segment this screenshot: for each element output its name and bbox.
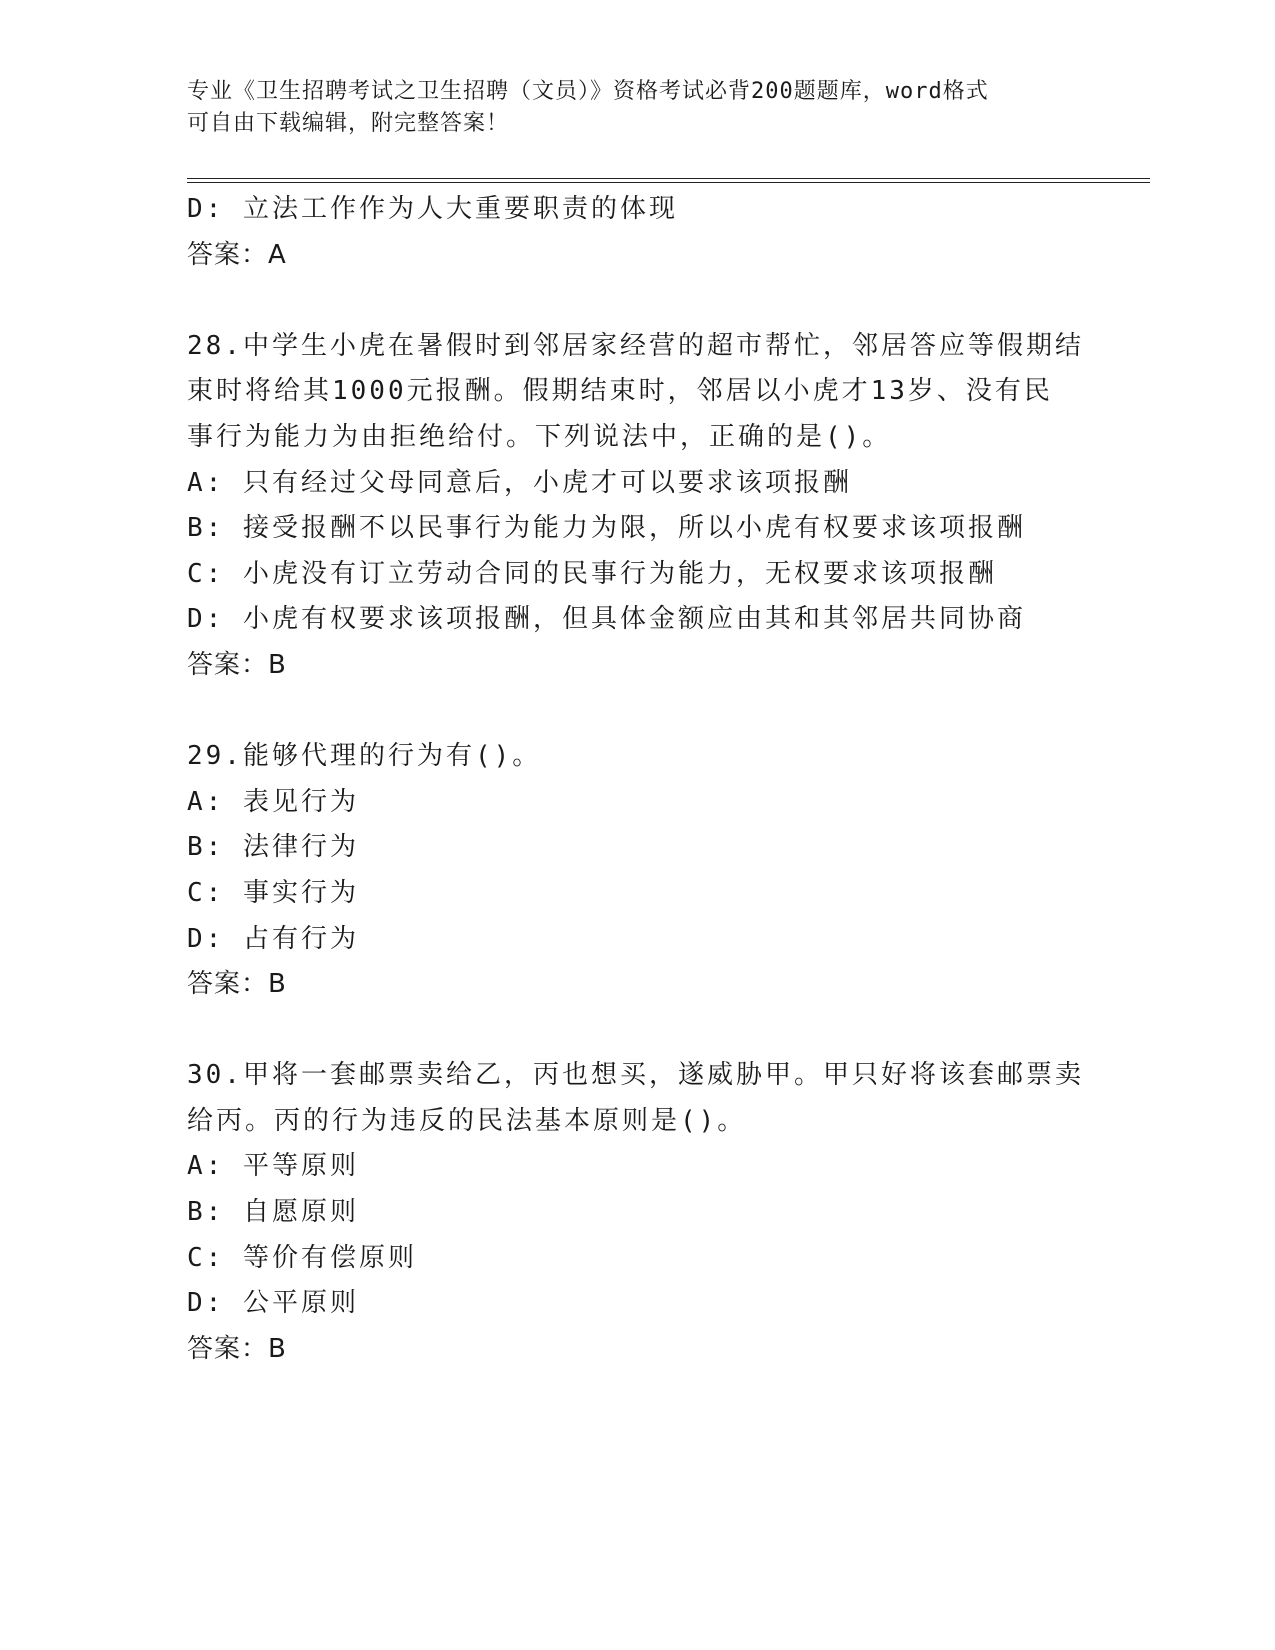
- previous-question-tail: [187, 187, 1087, 278]
- question-stem-line: 28.中学生小虎在暑假时到邻居家经营的超市帮忙，邻居答应等假期结: [187, 330, 1084, 361]
- option-a: A: 表见行为: [187, 786, 359, 817]
- question-stem-line: 给丙。丙的行为违反的民法基本原则是()。: [187, 1105, 747, 1136]
- option-b: B: 自愿原则: [187, 1197, 359, 1228]
- option-d: D: 公平原则: [187, 1288, 359, 1319]
- spacer: [187, 1008, 1087, 1054]
- question-stem-line: 事行为能力为由拒绝给付。下列说法中，正确的是()。: [187, 421, 892, 452]
- document-body: [187, 187, 1087, 1372]
- answer-line: 答案：B: [187, 969, 287, 1000]
- answer-line: 答案：A: [187, 239, 287, 270]
- option-d: D: 立法工作作为人大重要职责的体现: [187, 194, 678, 224]
- option-d: D: 占有行为: [187, 923, 359, 954]
- option-a: A: 只有经过父母同意后，小虎才可以要求该项报酬: [187, 467, 852, 498]
- option-b: B: 接受报酬不以民事行为能力为限，所以小虎有权要求该项报酬: [187, 513, 1026, 544]
- header-divider-bottom: [187, 182, 1150, 183]
- header-divider-top: [187, 178, 1150, 179]
- question-28: [187, 324, 1087, 689]
- spacer: [187, 278, 1087, 324]
- header-line-2: 可自由下载编辑，附完整答案！: [187, 111, 510, 136]
- document-header: [187, 76, 1067, 140]
- question-stem-line: 30.甲将一套邮票卖给乙，丙也想买，遂威胁甲。甲只好将该套邮票卖: [187, 1060, 1084, 1091]
- question-stem-line: 29.能够代理的行为有()。: [187, 741, 542, 772]
- header-line-1: 专业《卫生招聘考试之卫生招聘（文员）》资格考试必背200题题库，word格式: [187, 79, 989, 104]
- option-c: C: 等价有偿原则: [187, 1242, 417, 1273]
- option-b: B: 法律行为: [187, 832, 359, 863]
- option-c: C: 小虎没有订立劳动合同的民事行为能力，无权要求该项报酬: [187, 558, 997, 589]
- answer-line: 答案：B: [187, 649, 287, 680]
- option-a: A: 平等原则: [187, 1151, 359, 1182]
- option-d: D: 小虎有权要求该项报酬，但具体金额应由其和其邻居共同协商: [187, 604, 1026, 635]
- option-c: C: 事实行为: [187, 877, 359, 908]
- question-30: [187, 1053, 1087, 1372]
- answer-line: 答案：B: [187, 1333, 287, 1364]
- question-stem-line: 束时将给其1000元报酬。假期结束时，邻居以小虎才13岁、没有民: [187, 376, 1053, 407]
- spacer: [187, 689, 1087, 735]
- question-29: [187, 734, 1087, 1008]
